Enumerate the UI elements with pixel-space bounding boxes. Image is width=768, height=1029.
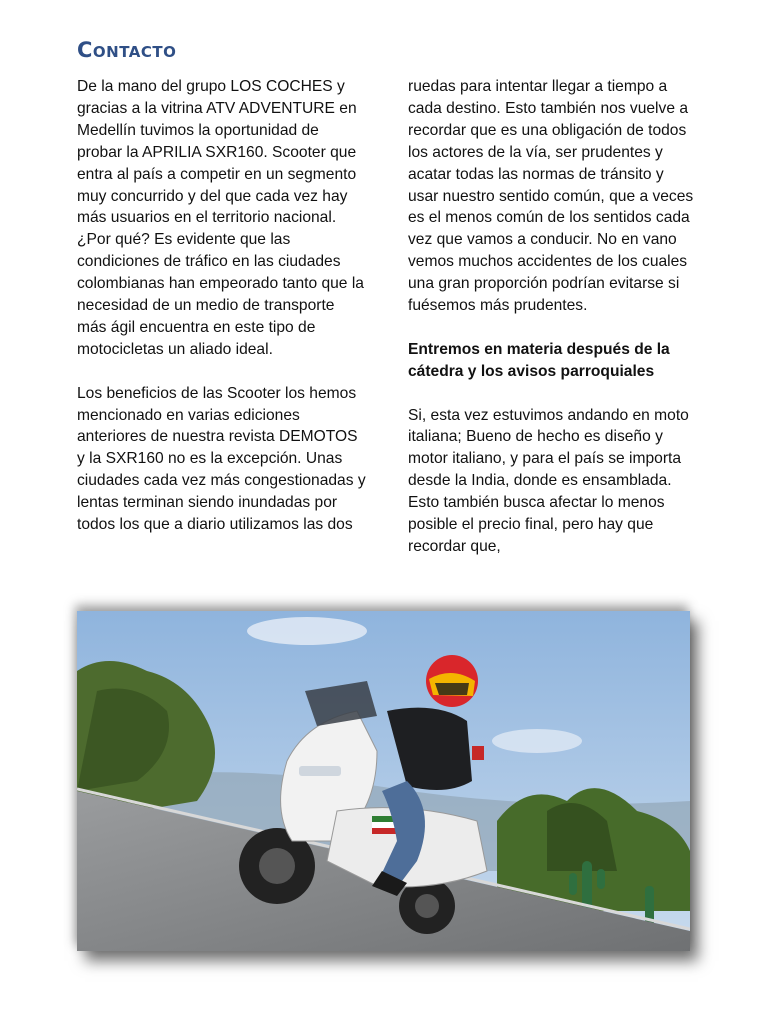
paragraph-benefits: Los beneficios de las Scooter los hemos mencionado en varias ediciones anteriores de nuestra revista DEMOTOS y la SXR160 no es la excepción. Unas ciudades cada vez más congestionadas y lentas terminan siendo inundadas por todos los que a diario utilizamos las dos [77, 384, 366, 534]
subheading: Entremos en materia después de la cátedra y los avisos parroquiales [408, 340, 670, 380]
scooter-photo [77, 611, 690, 951]
paragraph-intro: De la mano del grupo LOS COCHES y gracias a la vitrina ATV ADVENTURE en Medellín tuvimos la oportunidad de probar la APRILIA SXR160. Scooter que entra al país a competir en un segmento muy concurrido y del que cada vez hay más usuarios en el territorio nacional. ¿Por qué? Es evidente que las condiciones de tráfico en las ciudades colombianas han empeorado tanto que la necesidad de un medio de transporte más ágil encuentra en este tipo de motocicletas un aliado ideal. [77, 78, 364, 358]
section-title: Contacto [77, 38, 177, 62]
paragraph-italian-bike: Si, esta vez estuvimos andando en moto italiana; Bueno de hecho es diseño y motor italiano, y para el país se importa desde la India, donde es ensamblada. Esto también busca afectar lo menos posible el precio final, pero hay que recordar que, [408, 406, 689, 555]
left-column [77, 76, 367, 536]
paragraph-continuation: ruedas para intentar llegar a tiempo a cada destino. Esto también nos vuelve a recordar que es una obligación de todos los actores de la vía, ser prudentes y acatar todas las normas de tránsito y usar nuestro sentido común, que a veces es el menos común de los sentidos cada vez que vamos a conducir. No en vano vemos muchos accidentes de los cuales una gran proporción podrían evitarse si fuésemos más prudentes. [408, 78, 694, 315]
scooter-photo-illustration [77, 611, 690, 951]
right-column [408, 76, 698, 558]
